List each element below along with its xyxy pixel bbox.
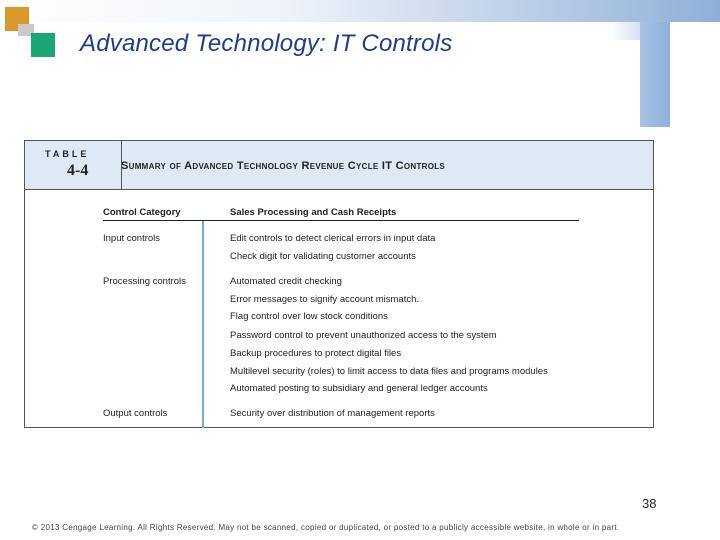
table-figure (24, 140, 654, 428)
control-item: Edit controls to detect clerical errors in input data (230, 233, 436, 244)
table-caption: Summary of Advanced Technology Revenue Cycle IT Controls (121, 160, 446, 172)
control-item: Security over distribution of management reports (230, 408, 435, 419)
control-item: Check digit for validating customer accounts (230, 251, 416, 262)
column-header-category: Control Category (103, 207, 181, 218)
green-square-decoration (31, 33, 55, 57)
control-item: Flag control over low stock conditions (230, 311, 388, 322)
right-gradient-band (640, 22, 670, 127)
control-item: Error messages to signify account mismatch. (230, 294, 420, 305)
table-header-band (25, 141, 653, 190)
category-output-controls: Output controls (103, 408, 168, 419)
header-rule (103, 220, 579, 221)
page-number: 38 (642, 496, 657, 511)
column-header-controls: Sales Processing and Cash Receipts (230, 207, 397, 218)
control-item: Multilevel security (roles) to limit access to data files and programs modules (230, 366, 548, 377)
table-label: TABLE (45, 149, 90, 159)
column-divider (202, 221, 204, 428)
control-item: Automated posting to subsidiary and general ledger accounts (230, 383, 488, 394)
category-processing-controls: Processing controls (103, 276, 186, 287)
slide-title: Advanced Technology: IT Controls (80, 30, 453, 57)
table-number: 4-4 (67, 162, 89, 179)
control-item: Password control to prevent unauthorized access to the system (230, 330, 497, 341)
top-gradient-band (0, 0, 720, 22)
control-item: Backup procedures to protect digital files (230, 348, 402, 359)
category-input-controls: Input controls (103, 233, 161, 244)
copyright-footer: © 2013 Cengage Learning. All Rights Reserved. May not be scanned, copied or duplicated, or posted to a publicly accessible website, in whole or in part. (32, 523, 620, 532)
control-item: Automated credit checking (230, 276, 342, 287)
